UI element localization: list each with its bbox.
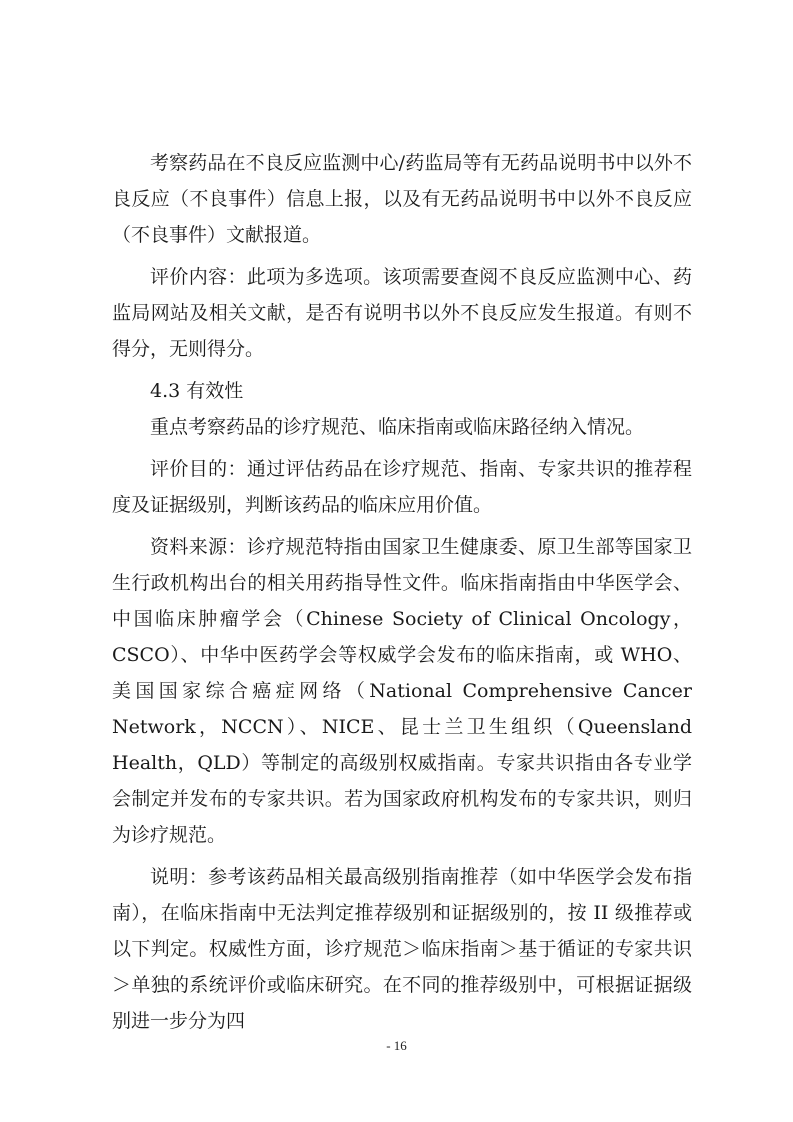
page-number: - 16 [386,1038,407,1053]
body-text [112,145,692,1039]
paragraph-adverse-reaction-scope: 考察药品在不良反应监测中心/药监局等有无药品说明书中以外不良反应（不良事件）信息上报，以及有无药品说明书中以外不良反应（不良事件）文献报道。 [112,152,692,246]
paragraph-explanation: 说明：参考该药品相关最高级别指南推荐（如中华医学会发布指南），在临床指南中无法判定推荐级别和证据级别的，按 II 级推荐或以下判定。权威性方面，诊疗规范＞临床指南＞基于循证的专家共识＞单独的系统评价或临床研究。在不同的推荐级别中，可根据证据级别进一步分为四 [112,866,692,1032]
paragraph-evaluation-content: 评价内容：此项为多选项。该项需要查阅不良反应监测中心、药监局网站及相关文献，是否有说明书以外不良反应发生报道。有则不得分，无则得分。 [112,266,692,360]
paragraph-evaluation-purpose: 评价目的：通过评估药品在诊疗规范、指南、专家共识的推荐程度及证据级别，判断该药品的临床应用价值。 [112,458,692,516]
section-heading-effectiveness: 4.3 有效性 [150,380,244,402]
paragraph-key-focus: 重点考察药品的诊疗规范、临床指南或临床路径纳入情况。 [150,416,645,438]
paragraph-data-sources: 资料来源：诊疗规范特指由国家卫生健康委、原卫生部等国家卫生行政机构出台的相关用药指导性文件。临床指南指由中华医学会、中国临床肿瘤学会（Chinese Society of Clinical Oncology，CSCO）、中华中医药学会等权威学会发布的临床指南，或 WHO、美国国家综合癌症网络（National Comprehensive Cancer Network，NCCN）、NICE、昆士兰卫生组织（Queensland Health，QLD）等制定的高级别权威指南。专家共识指由各专业学会制定并发布的专家共识。若为国家政府机构发布的专家共识，则归为诊疗规范。 [112,536,692,846]
